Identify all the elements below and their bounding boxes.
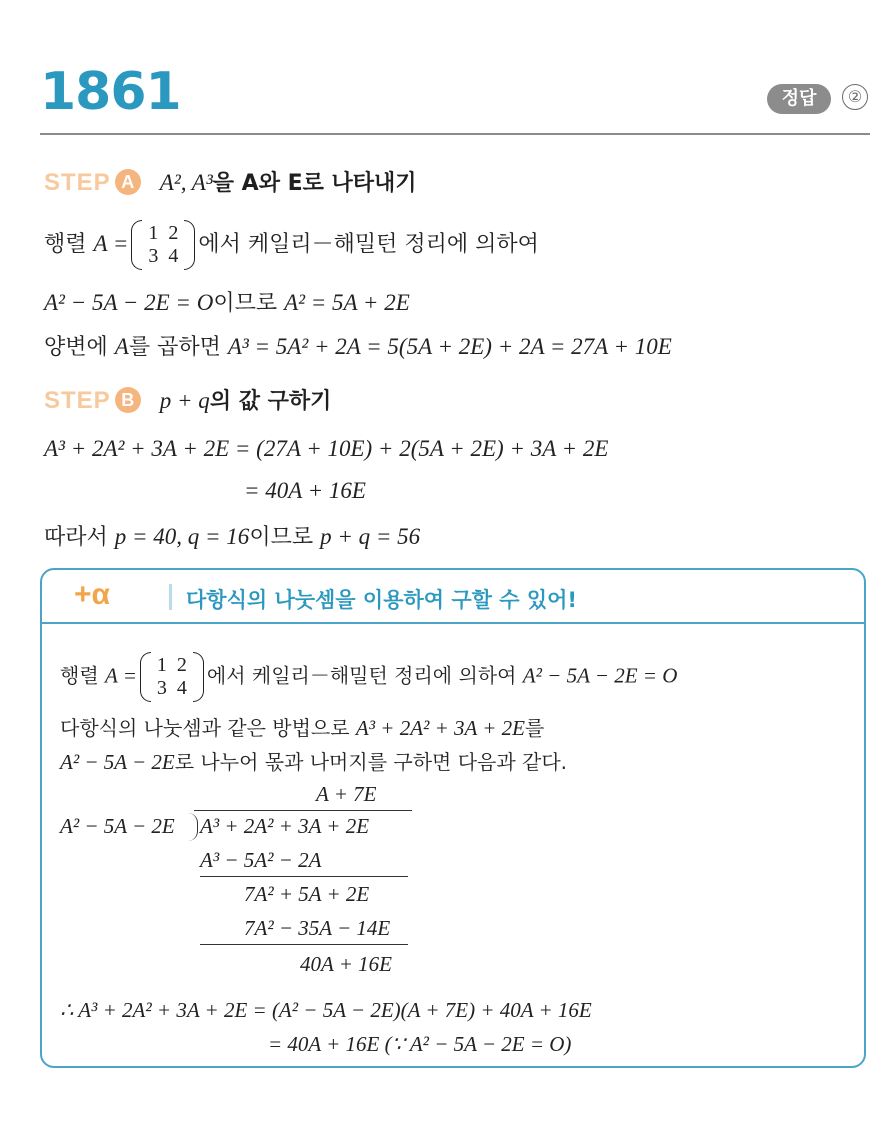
step-b-line-2: [244, 478, 366, 504]
division-remainder-1: 7A² + 5A + 2E: [244, 882, 370, 906]
tip-line-2: [60, 712, 544, 741]
step-a-line2-text: 이므로: [213, 291, 278, 316]
step-b-badge: B: [115, 387, 141, 413]
step-a-line2-math2: A² = 5A + 2E: [284, 290, 410, 315]
tip-line1-math: A² − 5A − 2E = O: [522, 663, 678, 688]
step-a-line1-prefix: 행렬: [44, 232, 87, 257]
step-a-line2-math1: A² − 5A − 2E = O: [44, 290, 214, 315]
step-b-line3-math1: p = 40, q = 16: [114, 524, 250, 549]
tip-conclusion-2: = 40A + 16E (∵ A² − 5A − 2E = O): [268, 1032, 572, 1056]
matrix: 1 2 3 4: [131, 222, 195, 268]
step-a-title-math: A², A³: [159, 170, 213, 195]
step-a-line3-text: 양변에: [44, 335, 108, 360]
division-dividend: A³ + 2A² + 3A + 2E: [200, 814, 370, 838]
step-a-line-1: [44, 222, 539, 268]
tip-line1-var: A =: [105, 663, 137, 688]
tip-line2-text1: 다항식의 나눗셈과 같은 방법으로: [60, 716, 350, 740]
tip-line3-text: 로 나누어 몫과 나머지를 구하면 다음과 같다.: [174, 750, 568, 774]
division-divisor: A² − 5A − 2E: [60, 814, 175, 838]
step-a-heading: [44, 166, 417, 197]
step-a-line1-var: A =: [93, 231, 129, 256]
step-b-line3-math2: p + q = 56: [320, 524, 421, 549]
tip-conclusion-1: ∴ A³ + 2A² + 3A + 2E = (A² − 5A − 2E)(A + 7E) + 40A + 16E: [60, 998, 592, 1022]
division-rule-1: [200, 876, 408, 877]
step-b-title: 의 값 구하기: [209, 389, 332, 414]
answer-badge: 정답: [767, 84, 831, 114]
division-subtract-1: A³ − 5A² − 2A: [200, 848, 322, 872]
tip-matrix: 1 2 3 4: [140, 654, 204, 700]
step-b-label: STEP: [44, 387, 111, 414]
tip-title: 다항식의 나눗셈을 이용하여 구할 수 있어!: [186, 588, 577, 612]
step-a-line3-math: A³ = 5A² + 2A = 5(5A + 2E) + 2A = 27A + 10E: [227, 334, 672, 359]
division-quotient: A + 7E: [316, 782, 377, 806]
step-b-line1-math: A³ + 2A² + 3A + 2E = (27A + 10E) + 2(5A + 2E) + 3A + 2E: [44, 436, 609, 461]
step-b-line3-text1: 따라서: [44, 525, 108, 550]
header-divider: [40, 133, 870, 135]
division-remainder-2: 40A + 16E: [300, 952, 392, 976]
step-a-line-3: [44, 330, 672, 361]
division-subtract-2: 7A² − 35A − 14E: [244, 916, 391, 940]
tip-line-3: [60, 746, 567, 775]
step-a-badge: A: [115, 169, 141, 195]
step-a-line3-text2: 를 곱하면: [128, 335, 221, 360]
division-rule-2: [200, 944, 408, 945]
step-b-title-math: p + q: [159, 388, 210, 413]
tip-line3-math: A² − 5A − 2E: [60, 750, 175, 774]
tip-line2-text2: 를: [524, 716, 545, 740]
step-a-line1-suffix: 에서 케일리－해밀턴 정리에 의하여: [198, 232, 539, 257]
tip-line-1: [60, 654, 677, 700]
tip-line1-prefix: 행렬: [60, 663, 99, 688]
answer-value: ②: [842, 84, 868, 110]
division-top-rule: [194, 810, 412, 811]
step-b-line3-text2: 이므로: [249, 525, 314, 550]
step-b-line-1: [44, 436, 608, 462]
tip-separator: [169, 584, 172, 610]
step-b-line2-math: = 40A + 16E: [244, 478, 366, 503]
problem-number: 1861: [40, 62, 181, 122]
step-b-heading: [44, 384, 331, 415]
tip-line2-math: A³ + 2A² + 3A + 2E: [355, 716, 525, 740]
step-b-line-3: [44, 520, 420, 551]
tip-line1-suffix: 에서 케일리－해밀턴 정리에 의하여: [206, 663, 517, 688]
tip-header-divider: [40, 622, 866, 624]
plus-alpha-icon: +α: [74, 578, 110, 611]
step-a-line3-var: A: [114, 334, 129, 359]
step-a-title: 을 A와 E로 나타내기: [212, 171, 417, 196]
step-a-label: STEP: [44, 169, 111, 196]
step-a-line-2: [44, 286, 410, 317]
